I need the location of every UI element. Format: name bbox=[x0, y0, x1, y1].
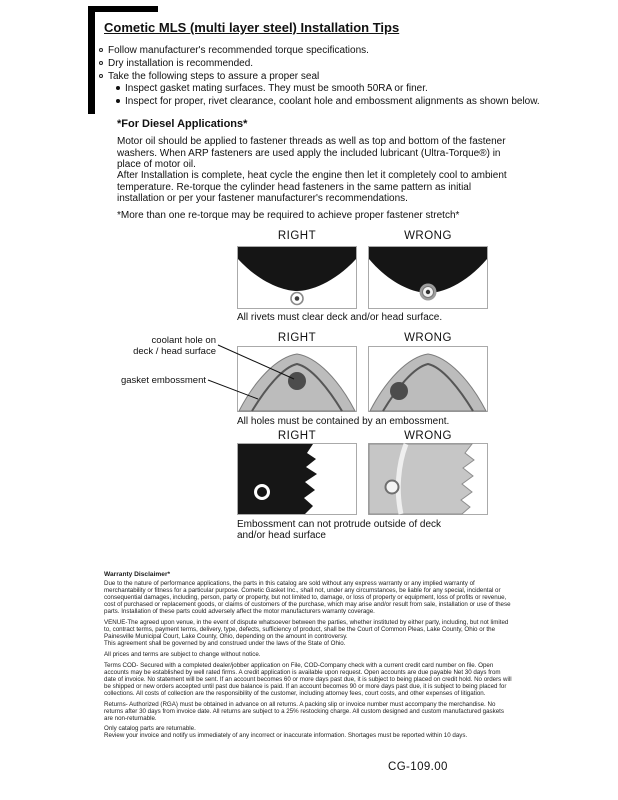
row2-right-header: RIGHT bbox=[277, 332, 317, 344]
crop-corner-mark-horizontal bbox=[88, 6, 158, 12]
disclaimer-paragraph: Returns- Authorized (RGA) must be obtained in advance on all returns. A packing slip or invoice number must accompany the merchandise. No returns after 30 days from invoice date. All returns are subject to a 25% restocking charge. All custom designed and custom manufactured gaskets are non-returnable. bbox=[104, 700, 504, 722]
bullet-text: Follow manufacturer's recommended torque specifications. bbox=[108, 45, 369, 56]
disclaimer-paragraph: Terms COD- Secured with a completed dealer/jobber application on File, COD-Company check with a current credit card number on file. Open accounts may be established by well rated firms. A credit application is available upon request. Open accounts are due payable Net 30 days from date of invoice. No statement will be sent. If an account becomes 60 or more days past due, it is subject to being placed on credit hold. No orders will be shipped or new orders accepted until past due balance is paid. If an account becomes 90 or more days past due, it is subject to being placed for collections. All costs of collection are the responsibility of the customer, including attorney fees, court costs, and other expenses of litigation. bbox=[104, 661, 512, 697]
page-number: CG-109.00 bbox=[388, 761, 448, 773]
disclaimer-paragraph: VENUE-The agreed upon venue, in the event of dispute whatsoever between the parties, whether instituted by either party, including, but not limited to, contract terms, payment terms, delivery, type, defects, sufficiency of product, shall be the Court of Common Pleas, Lake County, Ohio or the Painesville Municipal Court, Lake County, Ohio, depending on the amount in controversy. bbox=[104, 619, 509, 641]
list-sub-item bbox=[116, 83, 579, 96]
row2-caption: All holes must be contained by an embossment. bbox=[237, 416, 450, 427]
bullet-marker-icon bbox=[99, 48, 103, 52]
sub-bullet-marker-icon bbox=[116, 99, 120, 103]
rivet-wrong-diagram bbox=[368, 246, 488, 309]
diesel-paragraph-1: Motor oil should be applied to fastener threads as well as top and bottom of the fastener washers. When ARP fasteners are used apply the included lubricant (Ultra-Torque®) in place of motor oil. bbox=[117, 136, 506, 171]
row3-caption-line1: Embossment can not protrude outside of deck bbox=[237, 519, 442, 530]
coolant-hole-label-line1: coolant hole on bbox=[151, 335, 216, 346]
bullet-marker-icon bbox=[99, 74, 103, 78]
bullet-text: Inspect gasket mating surfaces. They must be smooth 50RA or finer. bbox=[125, 83, 428, 95]
disclaimer-paragraph: All prices and terms are subject to change without notice. bbox=[104, 650, 261, 658]
warranty-disclaimer bbox=[104, 571, 513, 743]
list-item bbox=[99, 71, 579, 84]
sub-bullet-marker-icon bbox=[116, 86, 120, 90]
bullet-marker-icon bbox=[99, 61, 103, 65]
row3-wrong-header: WRONG bbox=[404, 430, 452, 442]
row3-caption bbox=[237, 519, 441, 541]
bullet-text: Dry installation is recommended. bbox=[108, 57, 254, 69]
protrusion-wrong-diagram bbox=[368, 443, 488, 515]
installation-tips-list bbox=[99, 45, 579, 109]
row1-right-header: RIGHT bbox=[277, 230, 317, 242]
row2-wrong-header: WRONG bbox=[404, 332, 452, 344]
embossment-wrong-diagram bbox=[368, 346, 488, 412]
row3-right-header: RIGHT bbox=[277, 430, 317, 442]
diagram-section bbox=[0, 228, 618, 558]
warranty-disclaimer-heading: Warranty Disclaimer* bbox=[104, 571, 171, 578]
diesel-applications-heading: *For Diesel Applications* bbox=[117, 118, 248, 130]
coolant-hole-label-line2: deck / head surface bbox=[133, 345, 216, 357]
gasket-embossment-label: gasket embossment bbox=[120, 375, 206, 386]
disclaimer-paragraph: Only catalog parts are returnable. bbox=[104, 725, 196, 733]
diesel-paragraph-2: After Installation is complete, heat cycle the engine then let it completely cool to ambient temperature. Re-torque the cylinder head fasteners in the same pattern as initial installation or per your fastener manufacturer's recommendations. bbox=[117, 170, 507, 205]
page-title: Cometic MLS (multi layer steel) Installation Tips bbox=[104, 20, 400, 35]
bullet-text: Inspect for proper, rivet clearance, coolant hole and embossment alignments as shown below. bbox=[125, 96, 540, 108]
bullet-text: Take the following steps to assure a proper seal bbox=[108, 70, 320, 82]
disclaimer-paragraph: This agreement shall be governed by and construed under the laws of the State of Ohio. bbox=[104, 640, 346, 648]
crop-corner-mark-vertical bbox=[88, 6, 95, 114]
list-item bbox=[99, 45, 579, 58]
list-sub-item bbox=[116, 96, 579, 109]
row1-caption: All rivets must clear deck and/or head surface. bbox=[237, 312, 443, 323]
rivet-right-diagram bbox=[237, 246, 357, 309]
retorque-note: *More than one re-torque may be required to achieve proper fastener stretch* bbox=[117, 210, 460, 221]
disclaimer-paragraph: Review your invoice and notify us immediately of any incorrect or inaccurate information. Shortages must be reported within 10 days. bbox=[104, 732, 468, 740]
disclaimer-paragraph: Due to the nature of performance applications, the parts in this catalog are sold without any express warranty or any implied warranty of merchantability or fitness for a particular purpose. Cometic Gasket Inc., shall not, under any circumstances, be liable for any special, incidental or consequential damages, including, person, party or property, but not limited to, damage, or loss of property or equipment, loss of profits or revenue, cost of purchased or replacement goods, or claims of customers of the purchase, which may arise and/or result from sale, installation or use of these parts. Installation of these parts could adversely affect the motor manufacturers warranty coverage. bbox=[104, 580, 511, 616]
row3-caption-line2: and/or head surface bbox=[237, 530, 326, 541]
coolant-hole-label bbox=[130, 336, 216, 357]
protrusion-right-diagram bbox=[237, 443, 357, 515]
row1-wrong-header: WRONG bbox=[404, 230, 452, 242]
list-item bbox=[99, 58, 579, 71]
embossment-right-diagram bbox=[237, 346, 357, 412]
